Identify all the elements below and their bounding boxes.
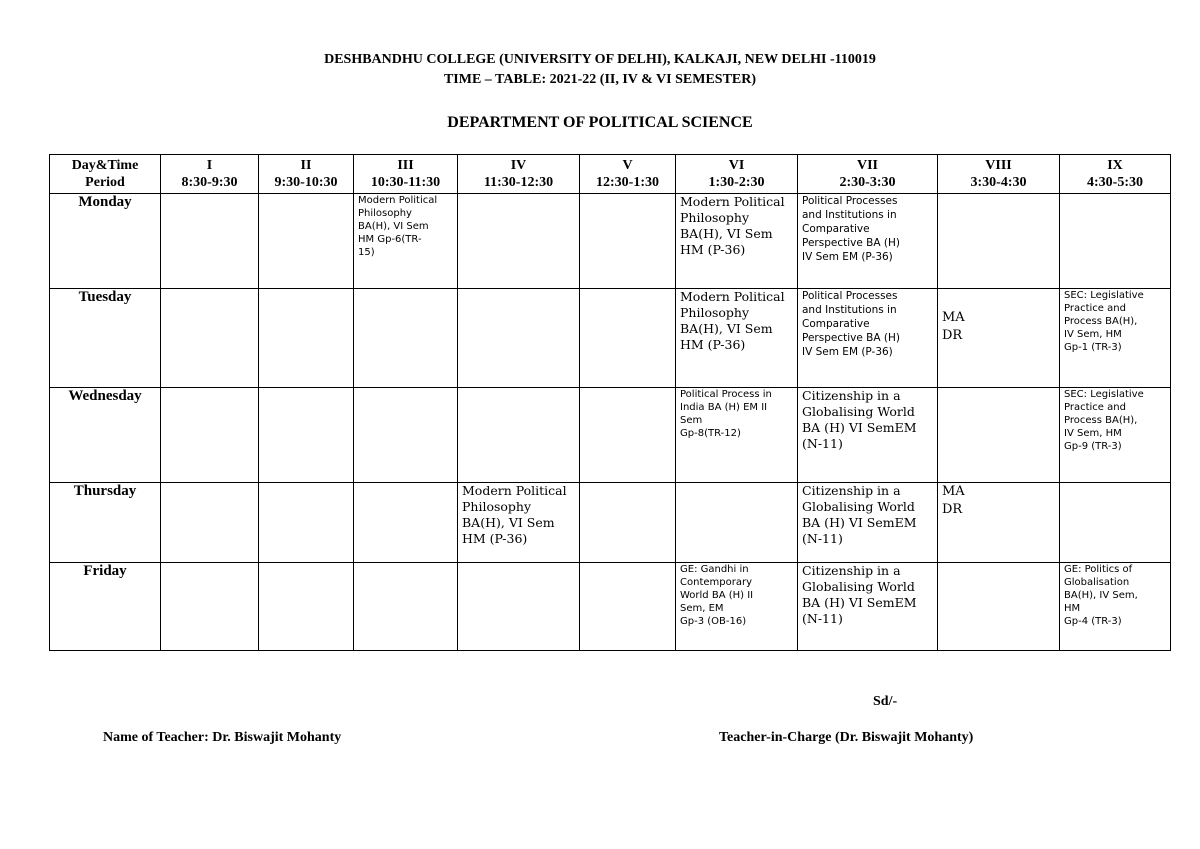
- slot-cell: [259, 483, 354, 563]
- slot-cell: [259, 289, 354, 388]
- period-num: II: [300, 158, 312, 173]
- slot-cell: [458, 563, 580, 651]
- period-header: [354, 155, 458, 194]
- slot-text: MA DR: [942, 484, 965, 517]
- college-title: DESHBANDHU COLLEGE (UNIVERSITY OF DELHI), KALKAJI, NEW DELHI -110019: [324, 52, 876, 67]
- slot-text: Political Processes and Institutions in Comparative Perspective BA (H) IV Sem EM (P-36): [802, 195, 900, 263]
- day-row-thursday: [50, 483, 1171, 563]
- slot-cell: [798, 194, 938, 289]
- corner-line-2: Period: [85, 175, 125, 190]
- corner-line-1: Day&Time: [71, 158, 139, 173]
- slot-cell: [1060, 483, 1171, 563]
- slot-cell: [580, 289, 676, 388]
- slot-cell: [676, 194, 798, 289]
- department-title: DEPARTMENT OF POLITICAL SCIENCE: [447, 114, 753, 131]
- slot-cell: [1060, 563, 1171, 651]
- slot-text: SEC: Legislative Practice and Process BA(H), IV Sem, HM Gp-1 (TR-3): [1064, 290, 1144, 353]
- slot-cell: [458, 483, 580, 563]
- period-time: 1:30-2:30: [708, 175, 765, 190]
- slot-cell: [458, 388, 580, 483]
- slot-text: Political Processes and Institutions in Comparative Perspective BA (H) IV Sem EM (P-36): [802, 290, 900, 358]
- slot-cell: [676, 388, 798, 483]
- slot-cell: [354, 483, 458, 563]
- slot-cell: [938, 194, 1060, 289]
- slot-text: Modern Political Philosophy BA(H), VI Sem HM (P-36): [680, 194, 785, 257]
- corner-header: [50, 155, 161, 194]
- slot-cell: [1060, 194, 1171, 289]
- slot-cell: [161, 563, 259, 651]
- period-header: [161, 155, 259, 194]
- slot-cell: [676, 563, 798, 651]
- day-row-tuesday: [50, 289, 1171, 388]
- slot-cell: [354, 194, 458, 289]
- period-time: 11:30-12:30: [483, 175, 554, 190]
- slot-cell: [938, 388, 1060, 483]
- slot-cell: [580, 483, 676, 563]
- period-header: [259, 155, 354, 194]
- slot-cell: [259, 563, 354, 651]
- period-num: V: [622, 158, 633, 173]
- slot-cell: [354, 289, 458, 388]
- day-label: Friday: [50, 563, 161, 651]
- slot-text: GE: Politics of Globalisation BA(H), IV Sem, HM Gp-4 (TR-3): [1064, 564, 1138, 627]
- period-header: [676, 155, 798, 194]
- period-header-row: [50, 155, 1171, 194]
- period-time: 8:30-9:30: [181, 175, 238, 190]
- period-num: III: [397, 158, 414, 173]
- day-label: Wednesday: [50, 388, 161, 483]
- day-label: Monday: [50, 194, 161, 289]
- slot-cell: [259, 194, 354, 289]
- period-num: VIII: [985, 158, 1012, 173]
- slot-text: Citizenship in a Globalising World BA (H) VI SemEM (N-11): [802, 388, 917, 451]
- day-row-monday: [50, 194, 1171, 289]
- slot-cell: [580, 194, 676, 289]
- period-time: 9:30-10:30: [274, 175, 338, 190]
- day-label: Thursday: [50, 483, 161, 563]
- timetable: [49, 154, 1171, 651]
- day-row-wednesday: [50, 388, 1171, 483]
- slot-text: Political Process in India BA (H) EM II Sem Gp-8(TR-12): [680, 389, 772, 439]
- slot-cell: [798, 289, 938, 388]
- period-num: I: [206, 158, 213, 173]
- day-row-friday: [50, 563, 1171, 651]
- period-header: [1060, 155, 1171, 194]
- slot-cell: [1060, 289, 1171, 388]
- slot-cell: [938, 483, 1060, 563]
- slot-cell: [676, 483, 798, 563]
- period-num: IX: [1107, 158, 1123, 173]
- period-time: 3:30-4:30: [970, 175, 1027, 190]
- slot-cell: [161, 483, 259, 563]
- signature: Sd/-: [873, 694, 898, 709]
- slot-cell: [580, 388, 676, 483]
- slot-cell: [161, 194, 259, 289]
- period-time: 10:30-11:30: [370, 175, 441, 190]
- slot-cell: [1060, 388, 1171, 483]
- slot-cell: [354, 388, 458, 483]
- period-header: [458, 155, 580, 194]
- slot-text: Citizenship in a Globalising World BA (H) VI SemEM (N-11): [802, 563, 917, 626]
- slot-cell: [938, 289, 1060, 388]
- period-num: VII: [856, 158, 878, 173]
- slot-cell: [259, 388, 354, 483]
- slot-cell: [580, 563, 676, 651]
- slot-cell: [798, 563, 938, 651]
- slot-cell: [354, 563, 458, 651]
- slot-text: Modern Political Philosophy BA(H), VI Sem HM (P-36): [680, 289, 785, 352]
- teacher-name: Name of Teacher: Dr. Biswajit Mohanty: [103, 730, 342, 745]
- slot-text: MA DR: [942, 310, 965, 343]
- slot-text: Modern Political Philosophy BA(H), VI Sem HM Gp-6(TR- 15): [358, 195, 438, 258]
- slot-cell: [161, 388, 259, 483]
- teacher-in-charge: Teacher-in-Charge (Dr. Biswajit Mohanty): [719, 730, 974, 745]
- slot-cell: [161, 289, 259, 388]
- period-header: [580, 155, 676, 194]
- slot-text: Modern Political Philosophy BA(H), VI Sem HM (P-36): [462, 483, 567, 546]
- period-num: IV: [510, 158, 527, 173]
- slot-cell: [938, 563, 1060, 651]
- day-label: Tuesday: [50, 289, 161, 388]
- slot-cell: [798, 388, 938, 483]
- period-time: 12:30-1:30: [596, 175, 659, 190]
- slot-cell: [458, 194, 580, 289]
- slot-cell: [798, 483, 938, 563]
- slot-text: GE: Gandhi in Contemporary World BA (H) II Sem, EM Gp-3 (OB-16): [680, 564, 754, 627]
- slot-cell: [676, 289, 798, 388]
- timetable-title: TIME – TABLE: 2021-22 (II, IV & VI SEMESTER): [443, 72, 757, 87]
- period-header: [798, 155, 938, 194]
- slot-cell: [458, 289, 580, 388]
- period-num: VI: [728, 158, 745, 173]
- period-time: 2:30-3:30: [839, 175, 896, 190]
- slot-text: SEC: Legislative Practice and Process BA(H), IV Sem, HM Gp-9 (TR-3): [1064, 389, 1144, 452]
- period-header: [938, 155, 1060, 194]
- slot-text: Citizenship in a Globalising World BA (H) VI SemEM (N-11): [802, 483, 917, 546]
- period-time: 4:30-5:30: [1087, 175, 1143, 190]
